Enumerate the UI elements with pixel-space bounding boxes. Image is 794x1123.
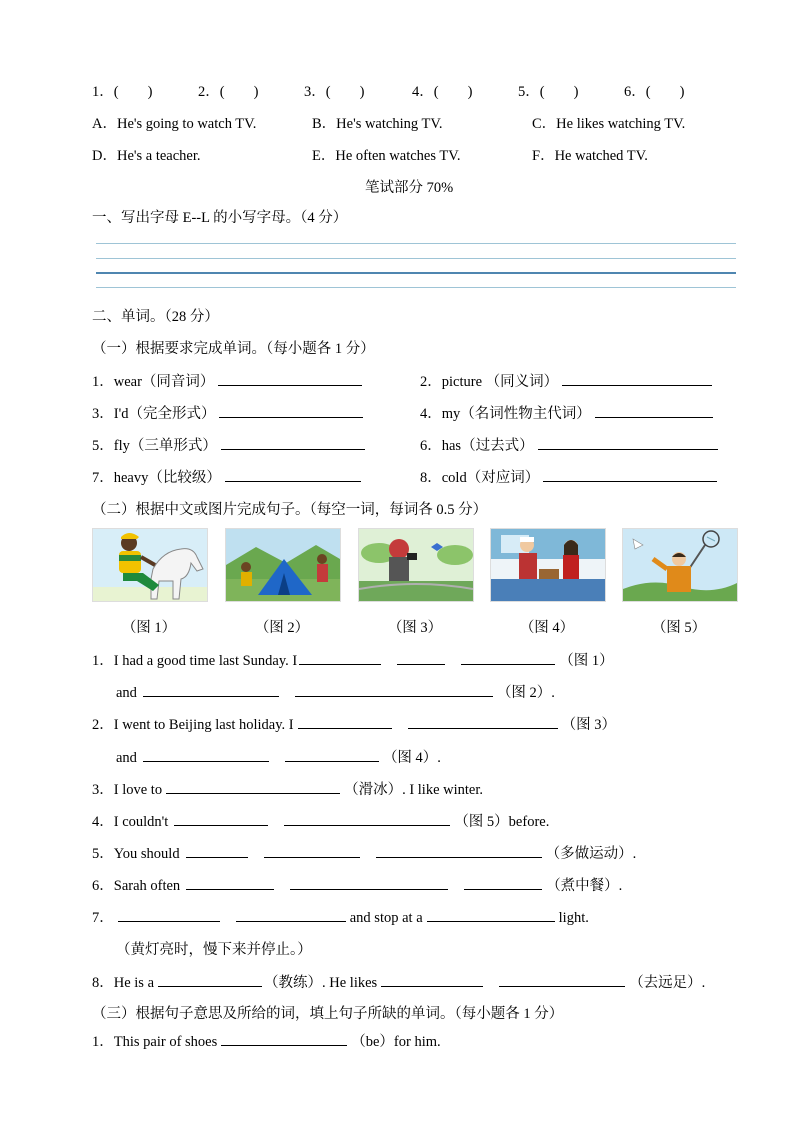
answer-blank[interactable] <box>381 972 483 987</box>
picture-caption-2: （图 2） <box>254 620 310 636</box>
answer-blank[interactable] <box>218 371 362 386</box>
writing-line[interactable] <box>96 272 736 274</box>
answer-blank[interactable] <box>464 875 542 890</box>
sentence-3 <box>92 778 483 799</box>
picture-5-catching-butterflies <box>622 528 738 602</box>
answer-blank[interactable] <box>143 747 269 762</box>
picture-3-taking-photos <box>358 528 474 602</box>
answer-blank[interactable] <box>186 843 248 858</box>
word-prompt: 3．I'd（完全形式） <box>92 406 216 422</box>
answer-slot-4[interactable]: 4．( ) <box>412 84 473 100</box>
answer-blank[interactable] <box>427 907 555 922</box>
sentence-text: 6．Sarah often <box>92 878 181 894</box>
answer-blank[interactable] <box>174 811 268 826</box>
sentence-text: （图 4）. <box>382 750 441 766</box>
option-d: D．He's a teacher. <box>92 148 201 164</box>
answer-blank[interactable] <box>290 875 448 890</box>
sentence-7-hint: （黄灯亮时，慢下来并停止。） <box>116 942 312 958</box>
sentence-text: （图 5）before. <box>454 814 550 830</box>
answer-blank[interactable] <box>299 650 381 665</box>
word-item-7 <box>92 466 361 487</box>
answer-blank[interactable] <box>397 650 445 665</box>
answer-blank[interactable] <box>285 747 379 762</box>
word-prompt: 7．heavy（比较级） <box>92 470 221 486</box>
sentence-text: （煮中餐）. <box>546 878 623 894</box>
section1-title: 一、写出字母 E--L 的小写字母。（4 分） <box>92 210 348 226</box>
answer-blank[interactable] <box>562 371 712 386</box>
picture-caption-1: （图 1） <box>121 620 177 636</box>
answer-blank[interactable] <box>298 714 392 729</box>
sentence-text: and <box>116 750 137 766</box>
sentence-text: and <box>116 685 137 701</box>
answer-blank[interactable] <box>158 972 262 987</box>
word-item-4 <box>420 402 713 423</box>
answer-slot-1[interactable]: 1．( ) <box>92 84 153 100</box>
word-item-1 <box>92 370 362 391</box>
picture-2-camping <box>225 528 341 602</box>
part2-title: （二）根据中文或图片完成句子。（每空一词，每词各 0.5 分） <box>92 502 488 518</box>
sentence-text: （图 3） <box>561 717 617 733</box>
sentence-2-line2 <box>116 746 441 767</box>
sentence-6 <box>92 874 622 895</box>
word-prompt: 5．fly（三单形式） <box>92 438 217 454</box>
picture-4-cooking <box>490 528 606 602</box>
sentence-text: （be）for him. <box>351 1034 441 1050</box>
writing-line[interactable] <box>96 243 736 244</box>
option-e: E．He often watches TV. <box>312 148 461 164</box>
answer-slot-2[interactable]: 2．( ) <box>198 84 259 100</box>
sentence-text: 2．I went to Beijing last holiday. I <box>92 717 294 733</box>
answer-blank[interactable] <box>166 779 340 794</box>
word-item-5 <box>92 434 365 455</box>
part3-title: （三）根据句子意思及所给的词，填上句子所缺的单词。（每小题各 1 分） <box>92 1006 564 1022</box>
answer-blank[interactable] <box>595 403 713 418</box>
fill-question-1 <box>92 1030 441 1051</box>
word-prompt: 8．cold（对应词） <box>420 470 540 486</box>
sentence-text: （图 2）. <box>496 685 555 701</box>
picture-1-horse-riding <box>92 528 208 602</box>
word-prompt: 2．picture （同义词） <box>420 374 559 390</box>
sentence-8 <box>92 971 705 992</box>
answer-slot-6[interactable]: 6．( ) <box>624 84 685 100</box>
answer-blank[interactable] <box>225 467 361 482</box>
sentence-1-line2 <box>116 681 555 702</box>
answer-blank[interactable] <box>538 435 718 450</box>
answer-blank[interactable] <box>376 843 542 858</box>
answer-blank[interactable] <box>408 714 558 729</box>
sentence-text: （教练）. He likes <box>264 975 378 991</box>
option-c: C．He likes watching TV. <box>532 116 686 132</box>
sentence-text: （图 1） <box>559 653 614 669</box>
option-b: B．He's watching TV. <box>312 116 443 132</box>
answer-blank[interactable] <box>221 1031 347 1046</box>
answer-blank[interactable] <box>221 435 365 450</box>
word-item-8 <box>420 466 717 487</box>
answer-blank[interactable] <box>461 650 555 665</box>
sentence-text: 1．I had a good time last Sunday. I <box>92 653 298 669</box>
picture-caption-4: （图 4） <box>519 620 575 636</box>
word-item-6 <box>420 434 718 455</box>
word-prompt: 6．has（过去式） <box>420 438 534 454</box>
part1-title: （一）根据要求完成单词。（每小题各 1 分） <box>92 341 375 357</box>
option-a: A．He's going to watch TV. <box>92 116 257 132</box>
sentence-text: （去远足）. <box>629 975 706 991</box>
word-item-2 <box>420 370 712 391</box>
answer-blank[interactable] <box>118 907 220 922</box>
sentence-text: （滑冰）. I like winter. <box>344 782 484 798</box>
answer-blank[interactable] <box>284 811 450 826</box>
sentence-text: （多做运动）. <box>545 846 637 862</box>
section2-title: 二、单词。（28 分） <box>92 309 219 325</box>
answer-blank[interactable] <box>143 682 279 697</box>
sentence-7 <box>92 906 589 927</box>
word-item-3 <box>92 402 363 423</box>
answer-blank[interactable] <box>499 972 625 987</box>
answer-blank[interactable] <box>186 875 274 890</box>
sentence-text: 8．He is a <box>92 975 155 991</box>
sentence-text: 3．I love to <box>92 782 163 798</box>
sentence-5 <box>92 842 636 863</box>
writing-line[interactable] <box>96 258 736 259</box>
sentence-text: and stop at a <box>349 910 423 926</box>
answer-blank[interactable] <box>219 403 363 418</box>
word-prompt: 4．my（名词性物主代词） <box>420 406 591 422</box>
answer-blank[interactable] <box>236 907 346 922</box>
sentence-text: 1．This pair of shoes <box>92 1034 218 1050</box>
sentence-2 <box>92 713 616 734</box>
written-part-title: 笔试部分 70% <box>365 180 454 196</box>
sentence-text: 4．I couldn't <box>92 814 169 830</box>
word-prompt: 1．wear（同音词） <box>92 374 215 390</box>
answer-slot-5[interactable]: 5．( ) <box>518 84 579 100</box>
option-f: F．He watched TV. <box>532 148 648 164</box>
sentence-text: light. <box>558 910 589 926</box>
writing-line[interactable] <box>96 287 736 288</box>
sentence-text: 7． <box>92 910 114 926</box>
answer-blank[interactable] <box>295 682 493 697</box>
answer-slot-3[interactable]: 3．( ) <box>304 84 365 100</box>
picture-caption-3: （图 3） <box>387 620 443 636</box>
picture-caption-5: （图 5） <box>651 620 707 636</box>
answer-blank[interactable] <box>264 843 360 858</box>
answer-blank[interactable] <box>543 467 717 482</box>
sentence-4 <box>92 810 549 831</box>
sentence-1 <box>92 649 614 670</box>
sentence-text: 5．You should <box>92 846 180 862</box>
